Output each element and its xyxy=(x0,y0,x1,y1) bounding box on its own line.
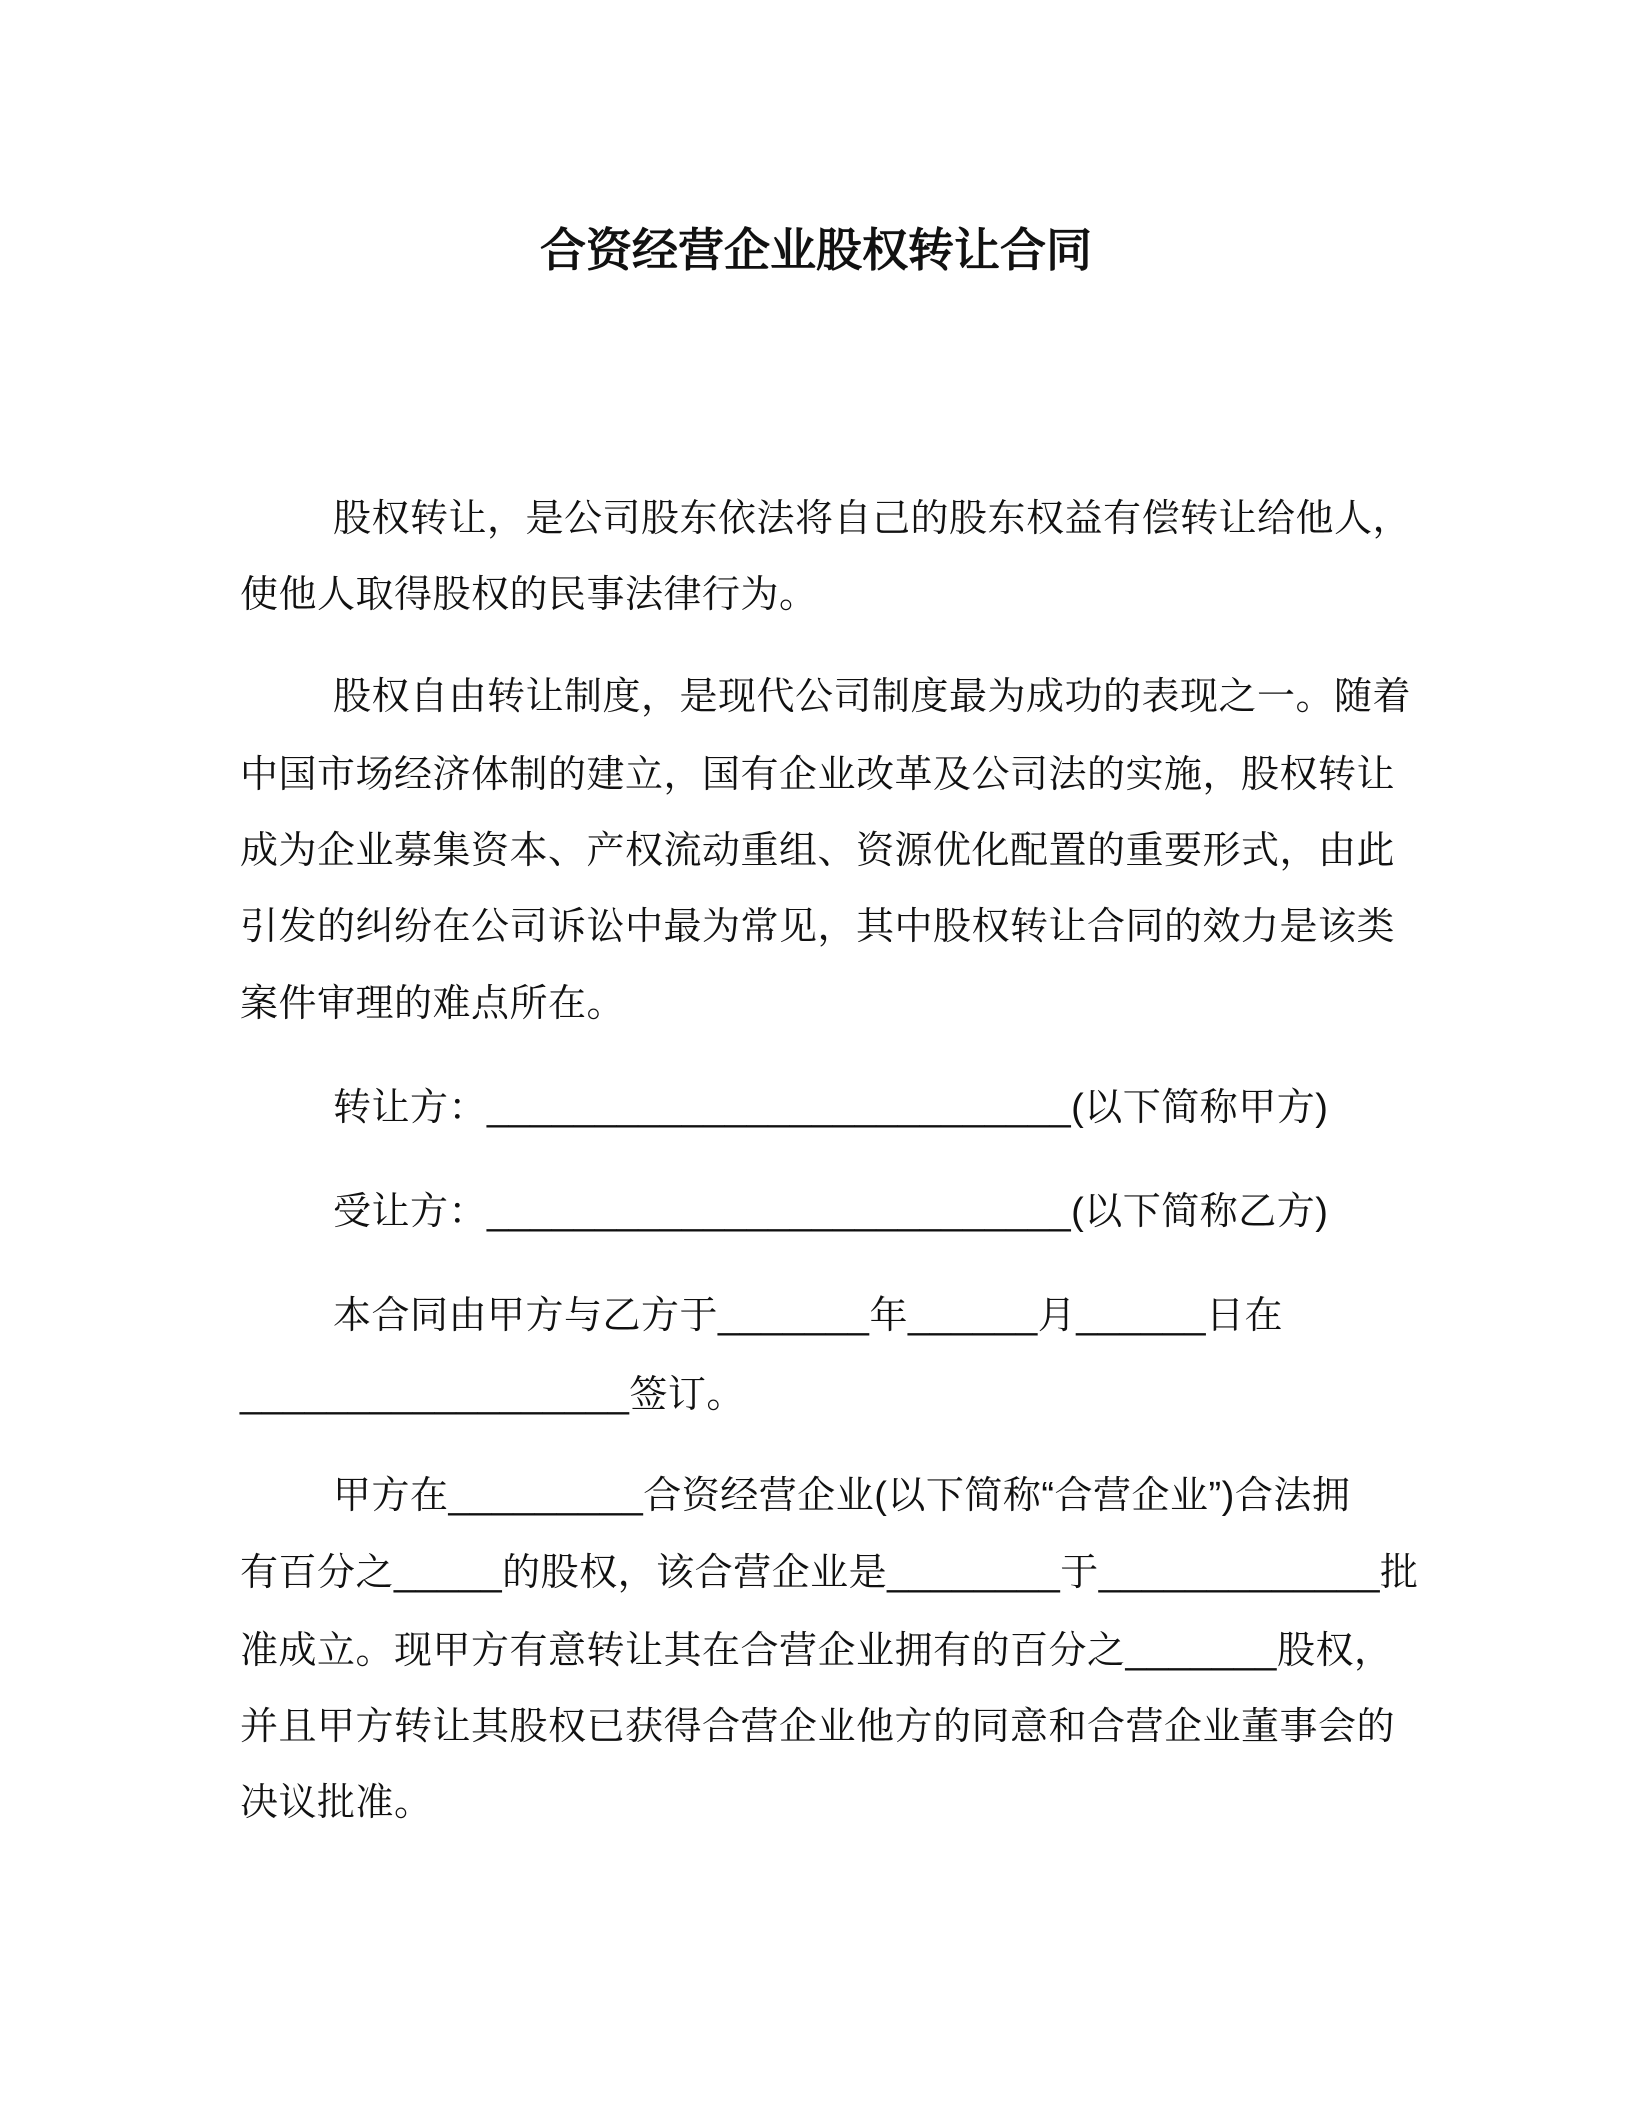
paragraph-2-line: 中国市场经济体制的建立，国有企业改革及公司法的实施，股权转让 xyxy=(240,754,1396,796)
document-title: 合资经营企业股权转让合同 xyxy=(540,224,1092,276)
paragraph-3-line: 并且甲方转让其股权已获得合营企业他方的同意和合营企业董事会的 xyxy=(240,1706,1396,1748)
paragraph-2-line: 成为企业募集资本、产权流动重组、资源优化配置的重要形式，由此 xyxy=(240,830,1396,872)
paragraph-2-line: 引发的纠纷在公司诉讼中最为常见，其中股权转让合同的效力是该类 xyxy=(240,906,1396,948)
paragraph-3-line: 甲方在_________合资经营企业(以下简称“合营企业”)合法拥 xyxy=(333,1475,1351,1517)
paragraph-2-line: 案件审理的难点所在。 xyxy=(240,983,626,1025)
paragraph-3-line: 准成立。现甲方有意转让其在合营企业拥有的百分之_______股权， xyxy=(240,1630,1393,1672)
transferor-line: 转让方：___________________________(以下简称甲方) xyxy=(333,1087,1329,1129)
signing-place-line: __________________签订。 xyxy=(240,1374,745,1416)
paragraph-2-line: 股权自由转让制度，是现代公司制度最为成功的表现之一。随着 xyxy=(333,676,1412,718)
paragraph-1-line: 使他人取得股权的民事法律行为。 xyxy=(240,574,818,616)
paragraph-1-line: 股权转让，是公司股东依法将自己的股东权益有偿转让给他人， xyxy=(333,498,1412,540)
transferee-line: 受让方：___________________________(以下简称乙方) xyxy=(333,1191,1329,1233)
paragraph-3-line: 决议批准。 xyxy=(240,1782,433,1824)
paragraph-3-line: 有百分之_____的股权，该合营企业是________于_____________批 xyxy=(240,1552,1419,1594)
signing-date-line: 本合同由甲方与乙方于_______年______月______日在 xyxy=(333,1295,1284,1337)
